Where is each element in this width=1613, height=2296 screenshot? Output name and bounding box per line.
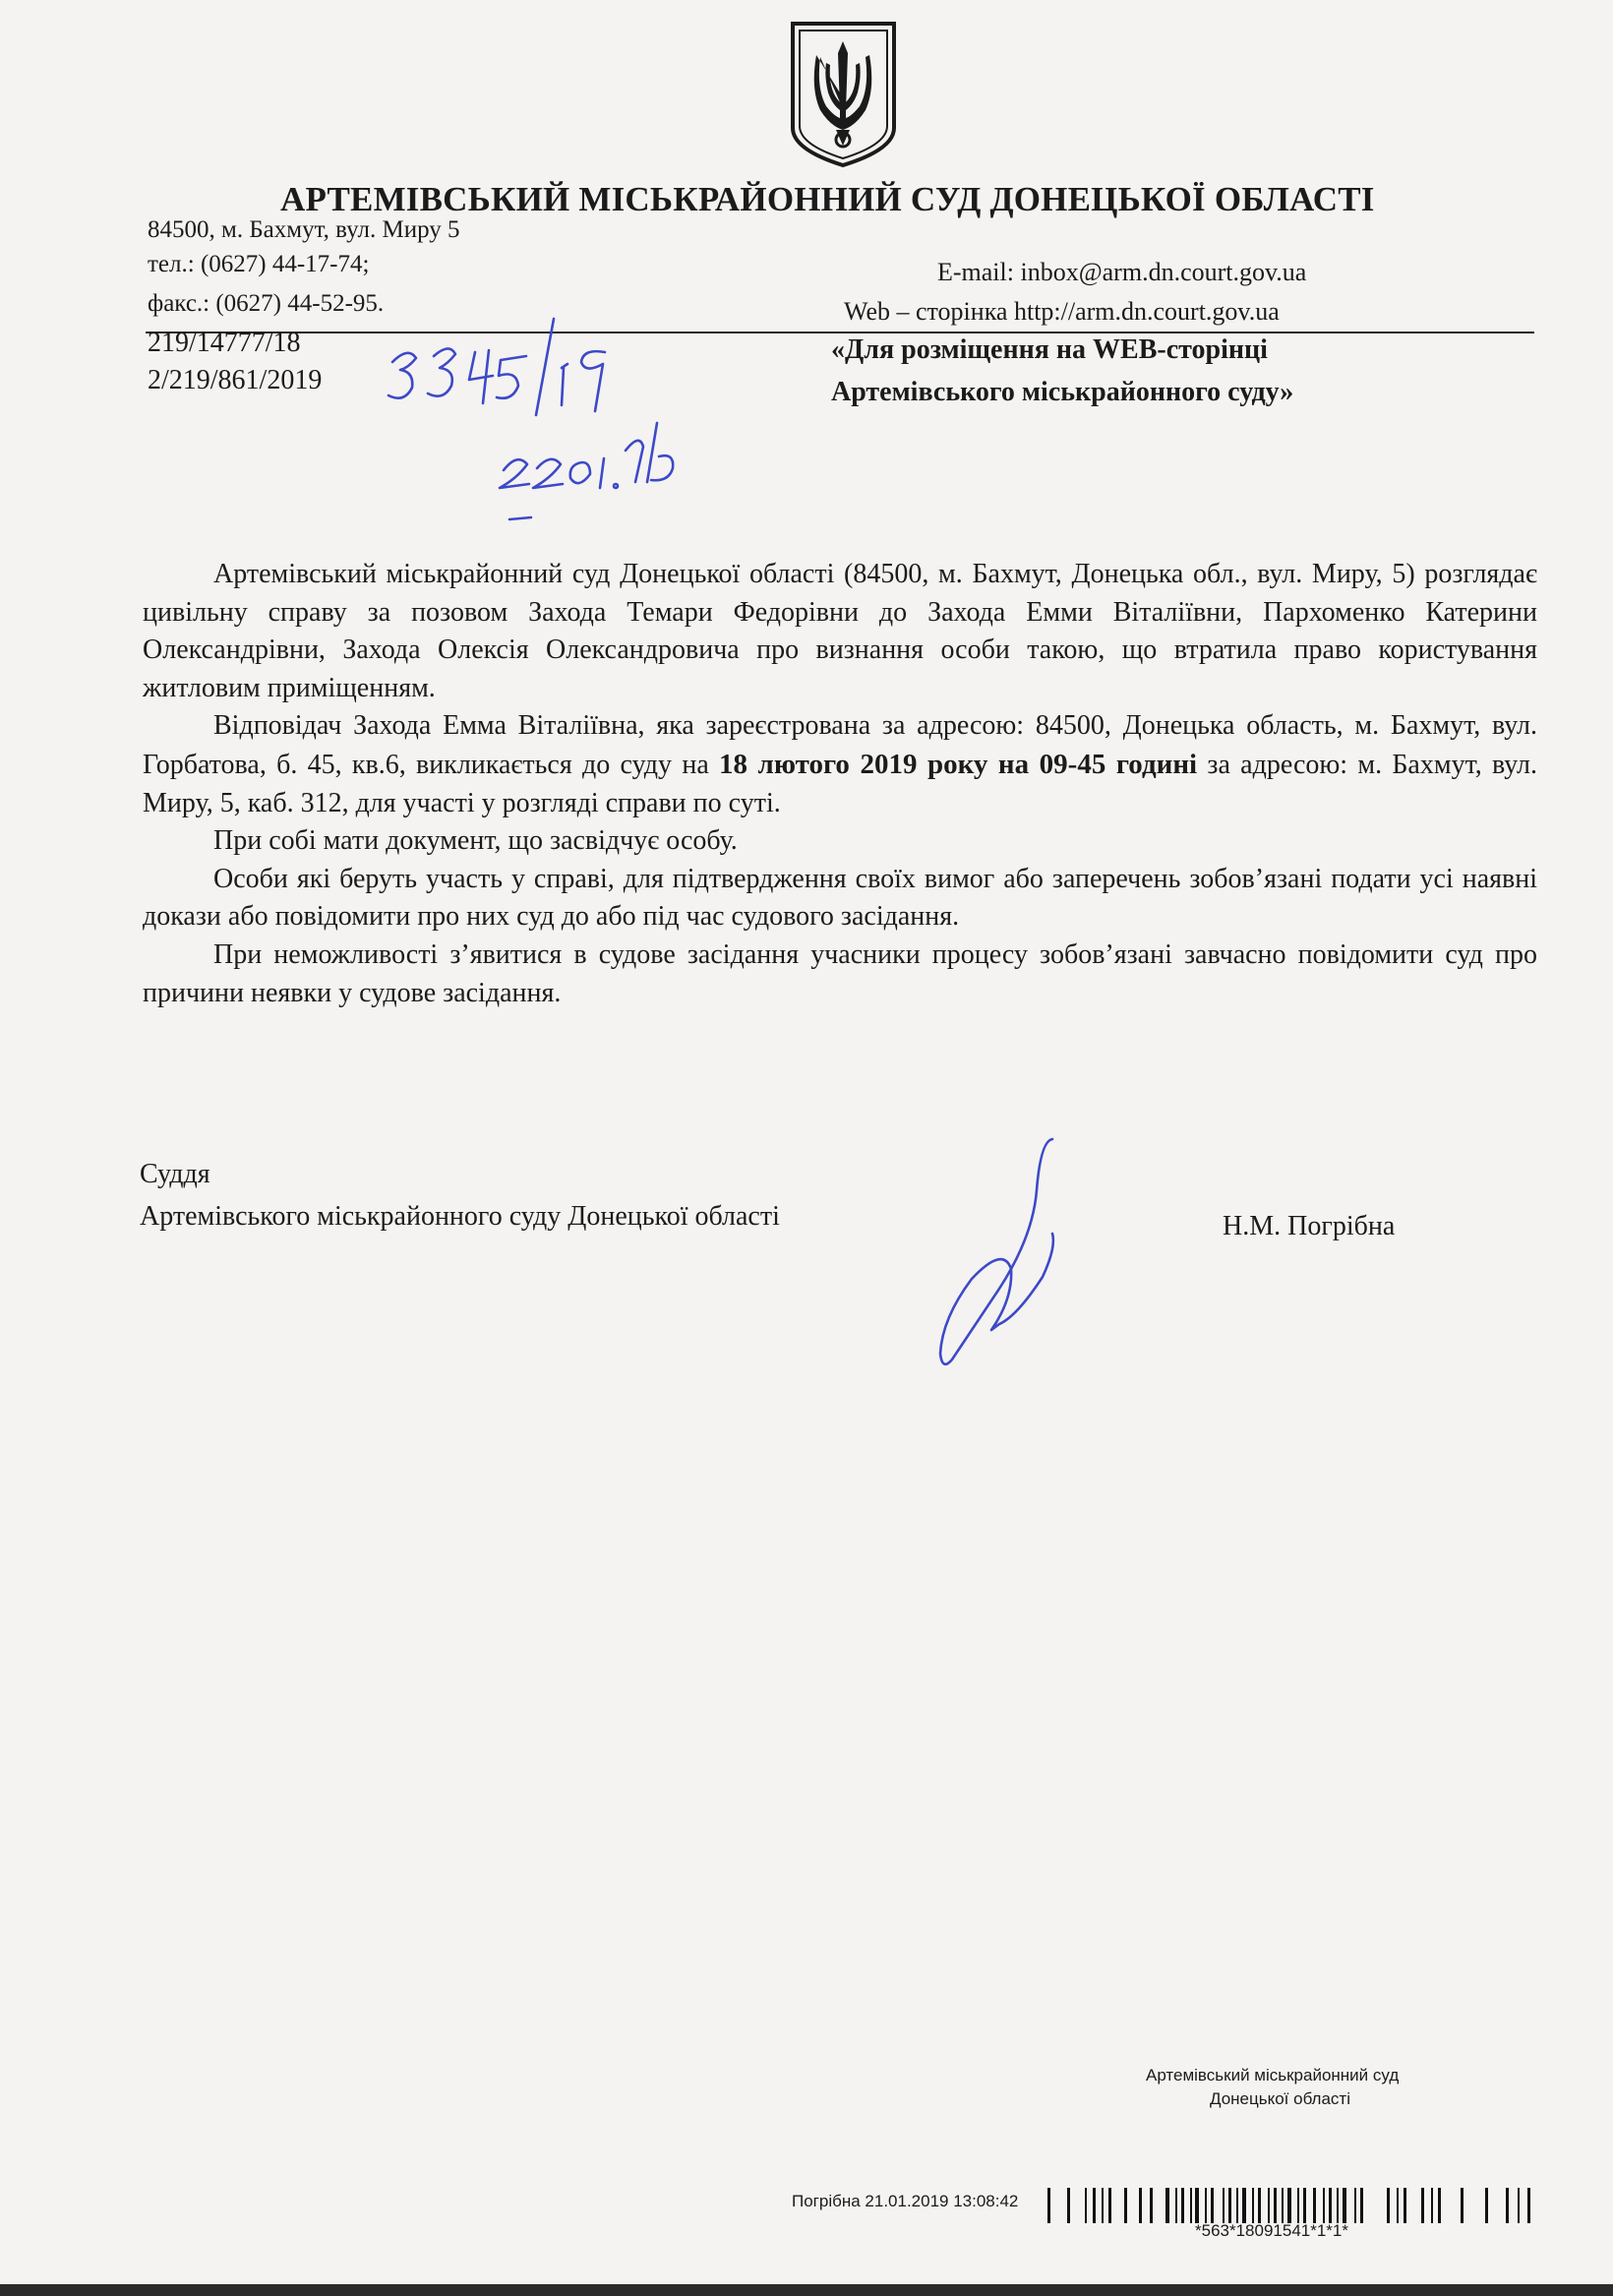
paragraph-summons [143,707,1537,822]
court-phone: тел.: (0627) 44-17-74; [148,251,370,277]
case-number: 219/14777/18 [148,328,301,358]
court-fax: факс.: (0627) 44-52-95. [148,290,385,317]
court-address: 84500, м. Бахмут, вул. Миру 5 [148,216,460,243]
web-placement-note-line2: Артемівського міськрайонного суду» [831,377,1294,407]
notice-body [143,556,1537,1012]
judge-name: Н.М. Погрібна [1223,1211,1396,1241]
summons-text-start: Відповідач Захода Емма Віталіївна, яка зареєстрована за адресою: 84500, Донецька область, м. Бахмут, вул. Горбатова, б. 45, кв.6, викликається до суду на [143,710,1537,780]
judge-title: Суддя [140,1159,210,1189]
coat-of-arms-icon [787,20,900,169]
electronic-signature-stamp: Погрібна 21.01.2019 13:08:42 [792,2192,1019,2210]
court-website: Web – сторінка http://arm.dn.court.gov.ua [844,297,1280,326]
handwritten-registration-number [379,313,625,421]
header-divider [146,332,1534,333]
footer-court-region: Донецької області [1210,2089,1350,2108]
paragraph-case-description: Артемівський міськрайонний суд Донецької області (84500, м. Бахмут, Донецька обл., вул. Миру, 5) розглядає цивільну справу за позовом Захода Темари Федорівни до Захода Емми Віталіївни, Пархоменко Катерини Олександрівни, Захода Олексія Олександровича про визнання особи такою, що втратила право користування житловим приміщенням. [143,559,1537,703]
web-placement-note-line1: «Для розміщення на WEB-сторінці [831,334,1268,365]
summons-text-end: за адресою: м. Бахмут, вул. Миру, 5, каб. 312, для участі у розгляді справи по суті. [143,749,1537,818]
paragraph-evidence: Особи які беруть участь у справі, для підтвердження своїх вимог або заперечень зобов’язані подати усі наявні докази або повідомити про них суд до або під час судового засідання. [143,863,1537,933]
barcode-code: *563*18091541*1*1* [1195,2221,1348,2240]
judge-court: Артемівського міськрайонного суду Донецької області [140,1201,780,1232]
court-title: АРТЕМІВСЬКИЙ МІСЬКРАЙОННИЙ СУД ДОНЕЦЬКОЇ ОБЛАСТІ [280,180,1375,218]
paragraph-absence-notice: При неможливості з’явитися в судове засідання учасники процесу зобов’язані завчасно повідомити суд про причини неявки у судове засідання. [143,938,1537,1008]
footer-court-name: Артемівський міськрайонний суд [1146,2066,1400,2085]
handwritten-registration-date [492,413,703,531]
paragraph-id-document: При собі мати документ, що засвідчує особу. [213,825,738,857]
scan-bottom-edge [0,2284,1613,2296]
hearing-date-time: 18 лютого 2019 року на 09-45 годині [719,748,1198,780]
document-barcode [1047,2188,1534,2223]
court-email: E-mail: inbox@arm.dn.court.gov.ua [937,258,1307,286]
judge-signature [934,1131,1072,1377]
proceeding-number: 2/219/861/2019 [148,365,323,395]
